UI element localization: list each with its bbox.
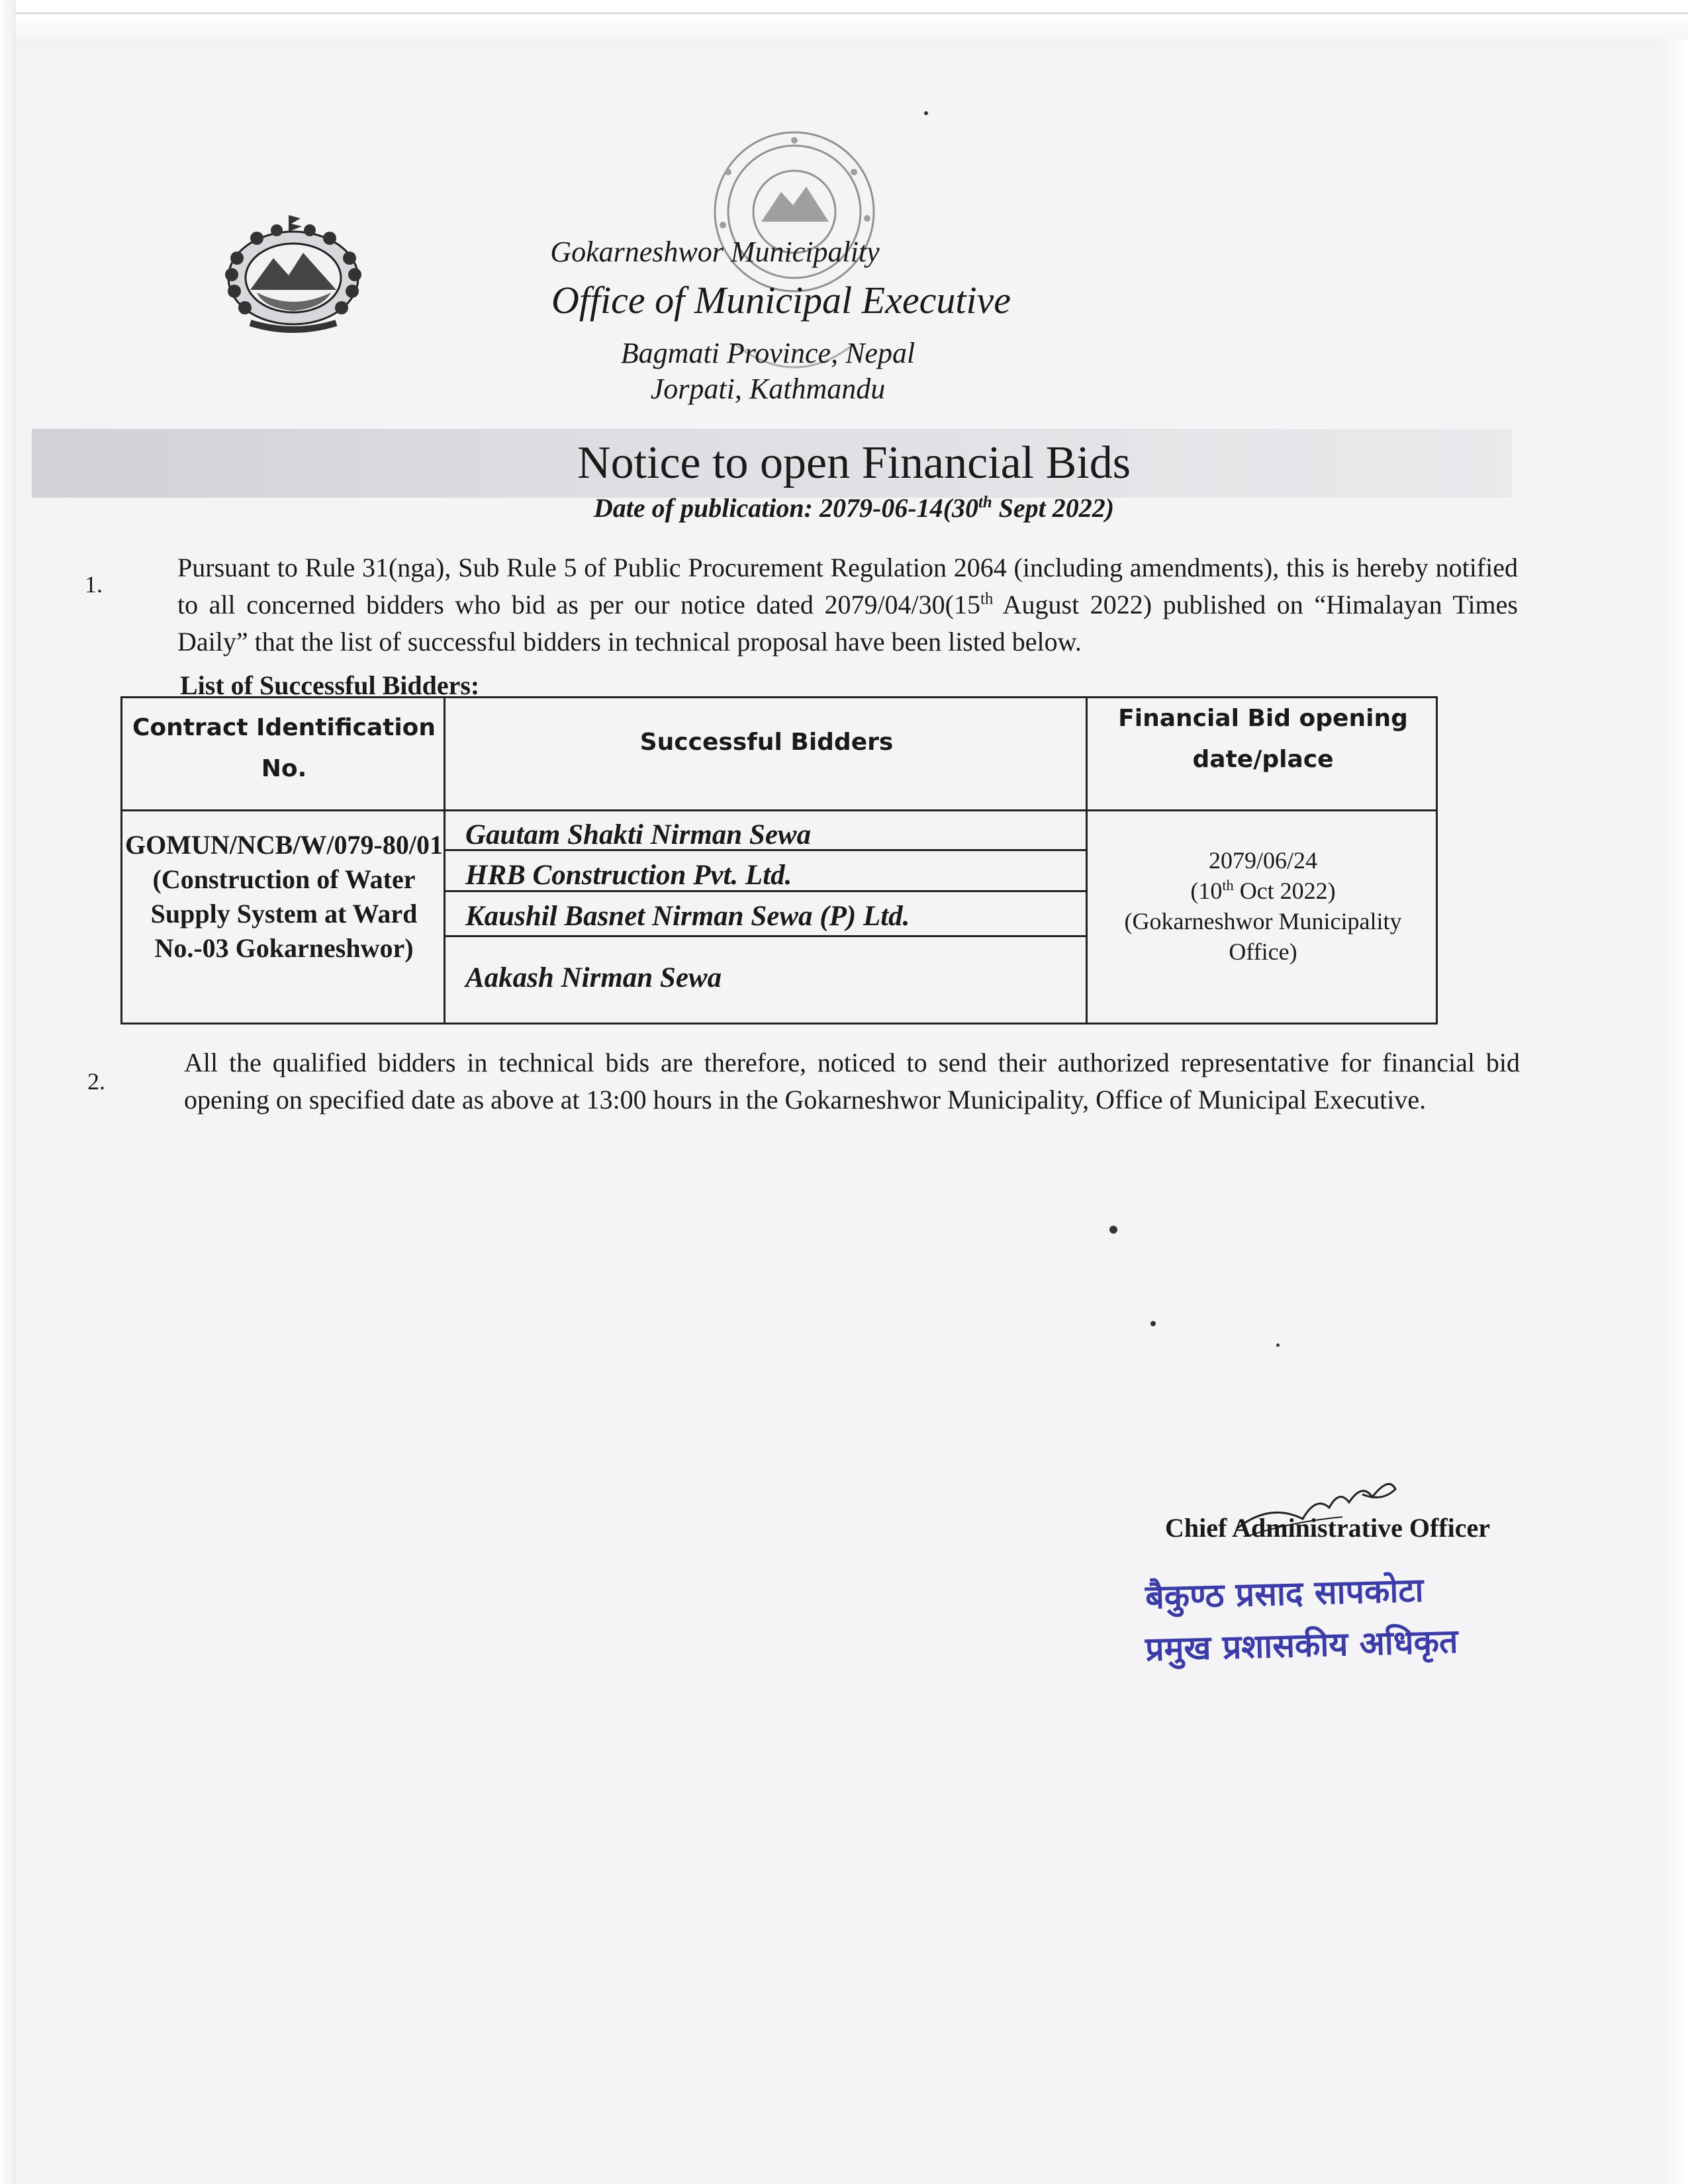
header-bid-opening: Financial Bid opening date/place [1118, 705, 1408, 773]
list-heading: List of Successful Bidders: [180, 670, 480, 700]
bidder-1: Gautam Shakti Nirman Sewa [465, 819, 812, 850]
contract-id-cell: GOMUN/NCB/W/079-80/01 (Construction of Water Supply System at Ward No.-03 Gokarneshwor) [125, 830, 443, 963]
notice-title: Notice to open Financial Bids [577, 437, 1131, 488]
publication-date [397, 492, 1311, 523]
header-contract-id: Contract Identification No. [132, 714, 436, 782]
bidders-table [120, 696, 1438, 1024]
municipality-name: Gokarneshwor Municipality [550, 236, 880, 268]
bid-opening-date: 2079/06/24 [1208, 847, 1317, 874]
office-name: Office of Municipal Executive [551, 279, 1011, 322]
bidder-4: Aakash Nirman Sewa [465, 962, 722, 993]
ad-date-sup: th [1222, 877, 1234, 893]
ad-date-prefix: (10 [1190, 878, 1223, 904]
province-line: Bagmati Province, Nepal [620, 337, 915, 369]
nepal-emblem-icon [211, 212, 376, 338]
header-successful-bidders: Successful Bidders [639, 729, 894, 756]
bid-opening-cell [1088, 845, 1438, 967]
paragraph-2: All the qualified bidders in technical bids are therefore, noticed to send their authorized representative for financial bid opening on specified date as above at 13:00 hours in the Gokarneshwor Municipality, Office of Municipal Executive. [184, 1048, 1520, 1115]
scan-speck [1276, 1343, 1280, 1347]
ad-date-suffix: Oct 2022) [1233, 878, 1336, 904]
paragraph-1 [177, 549, 1518, 660]
paragraph-2-number: 2. [87, 1068, 105, 1095]
bidder-2: HRB Construction Pvt. Ltd. [465, 860, 792, 891]
paragraph-1-sup: th [980, 590, 994, 608]
scan-speck [1109, 1226, 1117, 1234]
publication-date-suffix: Sept 2022) [992, 493, 1115, 523]
scan-speck [924, 111, 928, 115]
paragraph-1-number: 1. [85, 571, 103, 598]
table-row-divider [445, 935, 1086, 937]
stamp-name: बैकुण्ठ प्रसाद सापकोटा [1145, 1570, 1425, 1617]
bid-opening-place: (Gokarneshwor Municipality Office) [1124, 908, 1402, 965]
address-line: Jorpati, Kathmandu [650, 373, 886, 405]
paragraph-1-text-b: August 2022) published on “Himalayan Times Daily” that the list of successful bidders in technical proposal have been listed below. [177, 590, 1518, 657]
publication-date-prefix: Date of publication: 2079-06-14(30 [593, 493, 978, 523]
bidder-3: Kaushil Basnet Nirman Sewa (P) Ltd. [465, 901, 910, 932]
scan-edge-left [0, 0, 16, 2184]
scan-edge-top [0, 0, 1688, 46]
stamp-title: प्रमुख प्रशासकीय अधिकृत [1145, 1621, 1459, 1669]
paragraph-1-text-a: Pursuant to Rule 31(nga), Sub Rule 5 of Public Procurement Regulation 2064 (including amendments), this is hereby notified to all concerned bidders who bid as per our notice dated 2079/04/30(15 [177, 553, 1518, 619]
signatory-title: Chief Administrative Officer [1165, 1513, 1490, 1543]
bid-opening-ad-date [1088, 876, 1438, 906]
publication-date-sup: th [978, 493, 992, 512]
scan-speck [1150, 1321, 1156, 1326]
scan-edge-right [1662, 40, 1688, 2184]
table-header-divider [122, 809, 1436, 811]
